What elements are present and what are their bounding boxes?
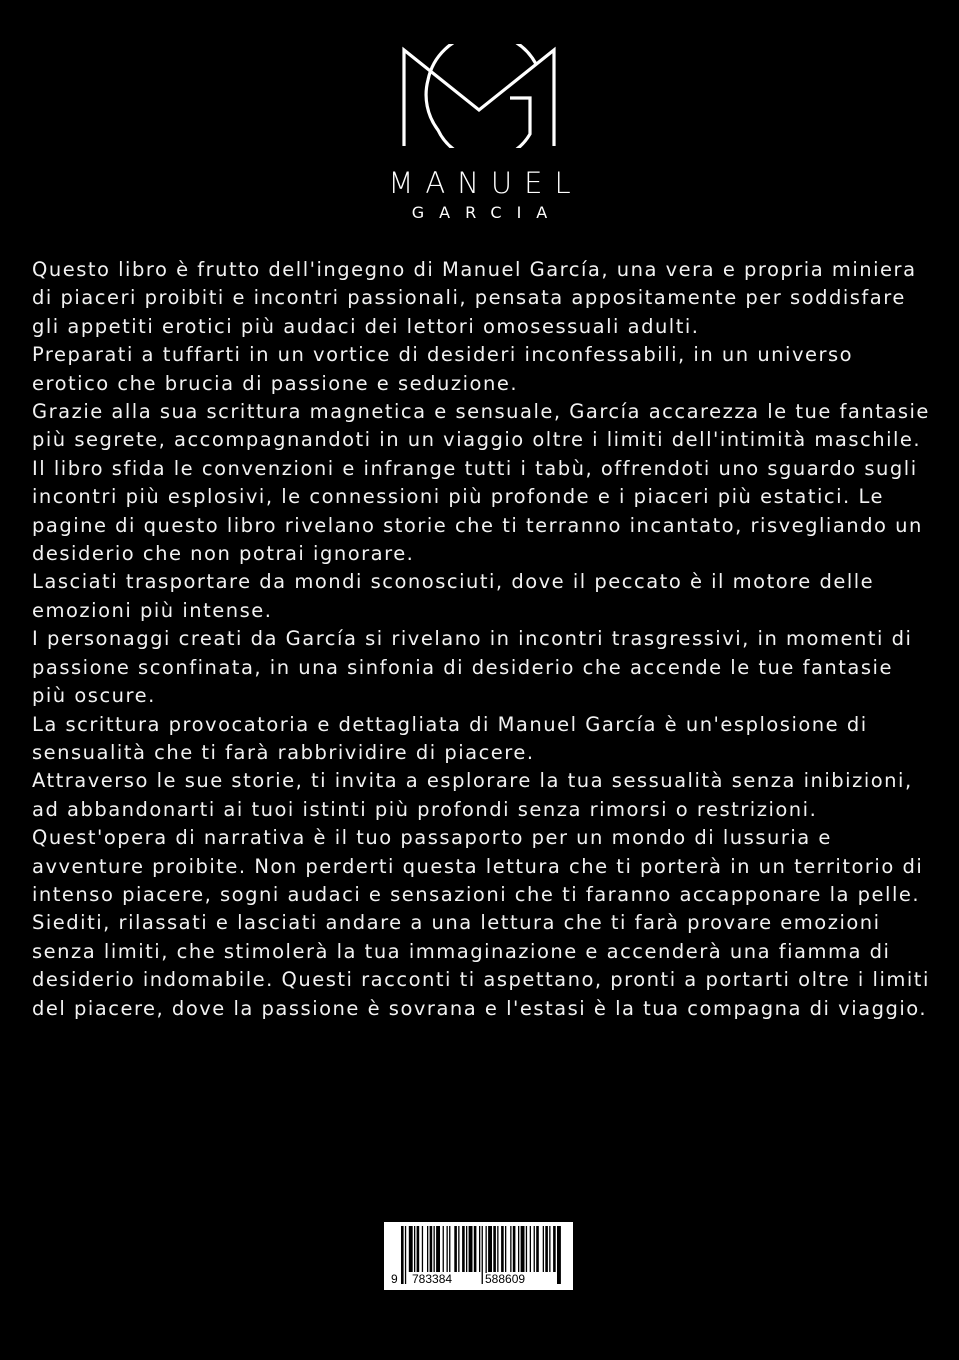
- brand-name: MANUEL: [388, 166, 583, 200]
- barcode-bar: [513, 1226, 516, 1272]
- barcode-bar: [474, 1226, 477, 1272]
- barcode-bar: [549, 1226, 550, 1272]
- barcode-bar: [501, 1226, 504, 1272]
- barcode-bar: [534, 1226, 535, 1272]
- blurb-paragraph: Il libro sfida le convenzioni e infrange tutti i tabù, offrendoti uno sguardo sugli incontri più esplosivi, le connessioni più profonde e i piaceri più estatici. Le pagine di questo libro rivelano storie che ti terranno incantato, risvegliando un desiderio che non potrai ignorare.: [32, 456, 923, 566]
- barcode-bar: [434, 1226, 435, 1272]
- barcode-bar: [469, 1226, 473, 1272]
- barcode-bar: [545, 1226, 548, 1272]
- barcode-bar: [417, 1226, 420, 1272]
- blurb-paragraph: Preparati a tuffarti in un vortice di desideri inconfessabili, in un universo erotico che brucia di passione e seduzione.: [32, 343, 854, 395]
- barcode-left-digits: 783384: [412, 1272, 453, 1286]
- barcode-bar: [518, 1226, 519, 1272]
- barcode-first-digit: 9: [391, 1272, 398, 1286]
- barcode-bar: [553, 1226, 556, 1272]
- brand-surname: GARCIA: [411, 203, 563, 222]
- barcode-bar: [510, 1226, 511, 1272]
- barcode-bar: [458, 1226, 459, 1272]
- barcode-bar: [497, 1226, 498, 1272]
- barcode-bar: [430, 1226, 433, 1272]
- back-cover-blurb: [32, 256, 932, 1023]
- barcode-bar: [521, 1226, 525, 1272]
- isbn-barcode: [384, 1222, 573, 1290]
- barcode-bar: [447, 1226, 448, 1272]
- blurb-paragraph: Attraverso le sue storie, ti invita a esplorare la tua sessualità senza inibizioni, ad abbandonarti ai tuoi istinti più profondi senza rimorsi o restrizioni.: [32, 769, 913, 821]
- blurb-paragraph: Questo libro è frutto dell'ingegno di Manuel García, una vera e propria miniera di piaceri proibiti e incontri passionali, pensata appositamente per soddisfare gli appetiti erotici più audaci dei lettori omosessuali adulti.: [32, 258, 917, 338]
- barcode-bar: [427, 1226, 428, 1272]
- barcode-bar: [536, 1226, 539, 1272]
- barcode-bar: [462, 1226, 465, 1272]
- blurb-paragraph: Siediti, rilassati e lasciati andare a una lettura che ti farà provare emozioni senza limiti, che stimolerà la tua immaginazione e accenderà una fiamma di desiderio indomabile. Questi racconti ti aspettano, pronti a portarti oltre i limiti del piacere, dove la passione è sovrana e l'estasi è la tua compagna di viaggio.: [32, 911, 930, 1020]
- mg-monogram-icon: [398, 44, 560, 148]
- blurb-paragraph: Grazie alla sua scrittura magnetica e sensuale, García accarezza le tue fantasie più segrete, accompagnandoti in un viaggio oltre i limiti dell'intimità maschile.: [32, 400, 930, 452]
- barcode-bar: [414, 1226, 415, 1272]
- blurb-paragraph: I personaggi creati da García si rivelano in incontri trasgressivi, in momenti di passione sconfinata, in una sinfonia di desiderio che accende le tue fantasie più oscure.: [32, 627, 913, 708]
- blurb-paragraph: Lasciati trasportare da mondi sconosciuti, dove il peccato è il motore delle emozioni più intense.: [32, 570, 875, 622]
- barcode-bar: [449, 1226, 450, 1272]
- barcode-bar: [557, 1226, 561, 1284]
- barcode-bar: [422, 1226, 423, 1272]
- barcode-right-digits: 588609: [485, 1272, 526, 1286]
- barcode-bar: [409, 1226, 413, 1272]
- barcode-bar: [466, 1226, 467, 1272]
- blurb-paragraph: Quest'opera di narrativa è il tuo passaporto per un mondo di lussuria e avventure proibite. Non perderti questa lettura che ti porterà in un territorio di intenso piacere, sogni audaci e sensazioni che ti faranno accapponare la pelle.: [32, 826, 924, 906]
- barcode-bar: [454, 1226, 457, 1272]
- barcode-bar: [530, 1226, 531, 1272]
- barcode-bar: [488, 1226, 492, 1272]
- blurb-paragraph: La scrittura provocatoria e dettagliata di Manuel García è un'esplosione di sensualità che ti farà rabbrividire di piacere.: [32, 712, 868, 764]
- barcode-bar: [436, 1226, 440, 1272]
- barcode-bar: [443, 1226, 444, 1272]
- barcode-bar: [493, 1226, 496, 1272]
- barcode-bar: [405, 1226, 406, 1284]
- barcode-bar: [479, 1226, 480, 1272]
- barcode-bar: [526, 1226, 527, 1272]
- brand-logo: [0, 0, 959, 240]
- barcode-bar: [505, 1226, 506, 1272]
- barcode-bar: [401, 1226, 404, 1284]
- barcode-bar: [543, 1226, 544, 1272]
